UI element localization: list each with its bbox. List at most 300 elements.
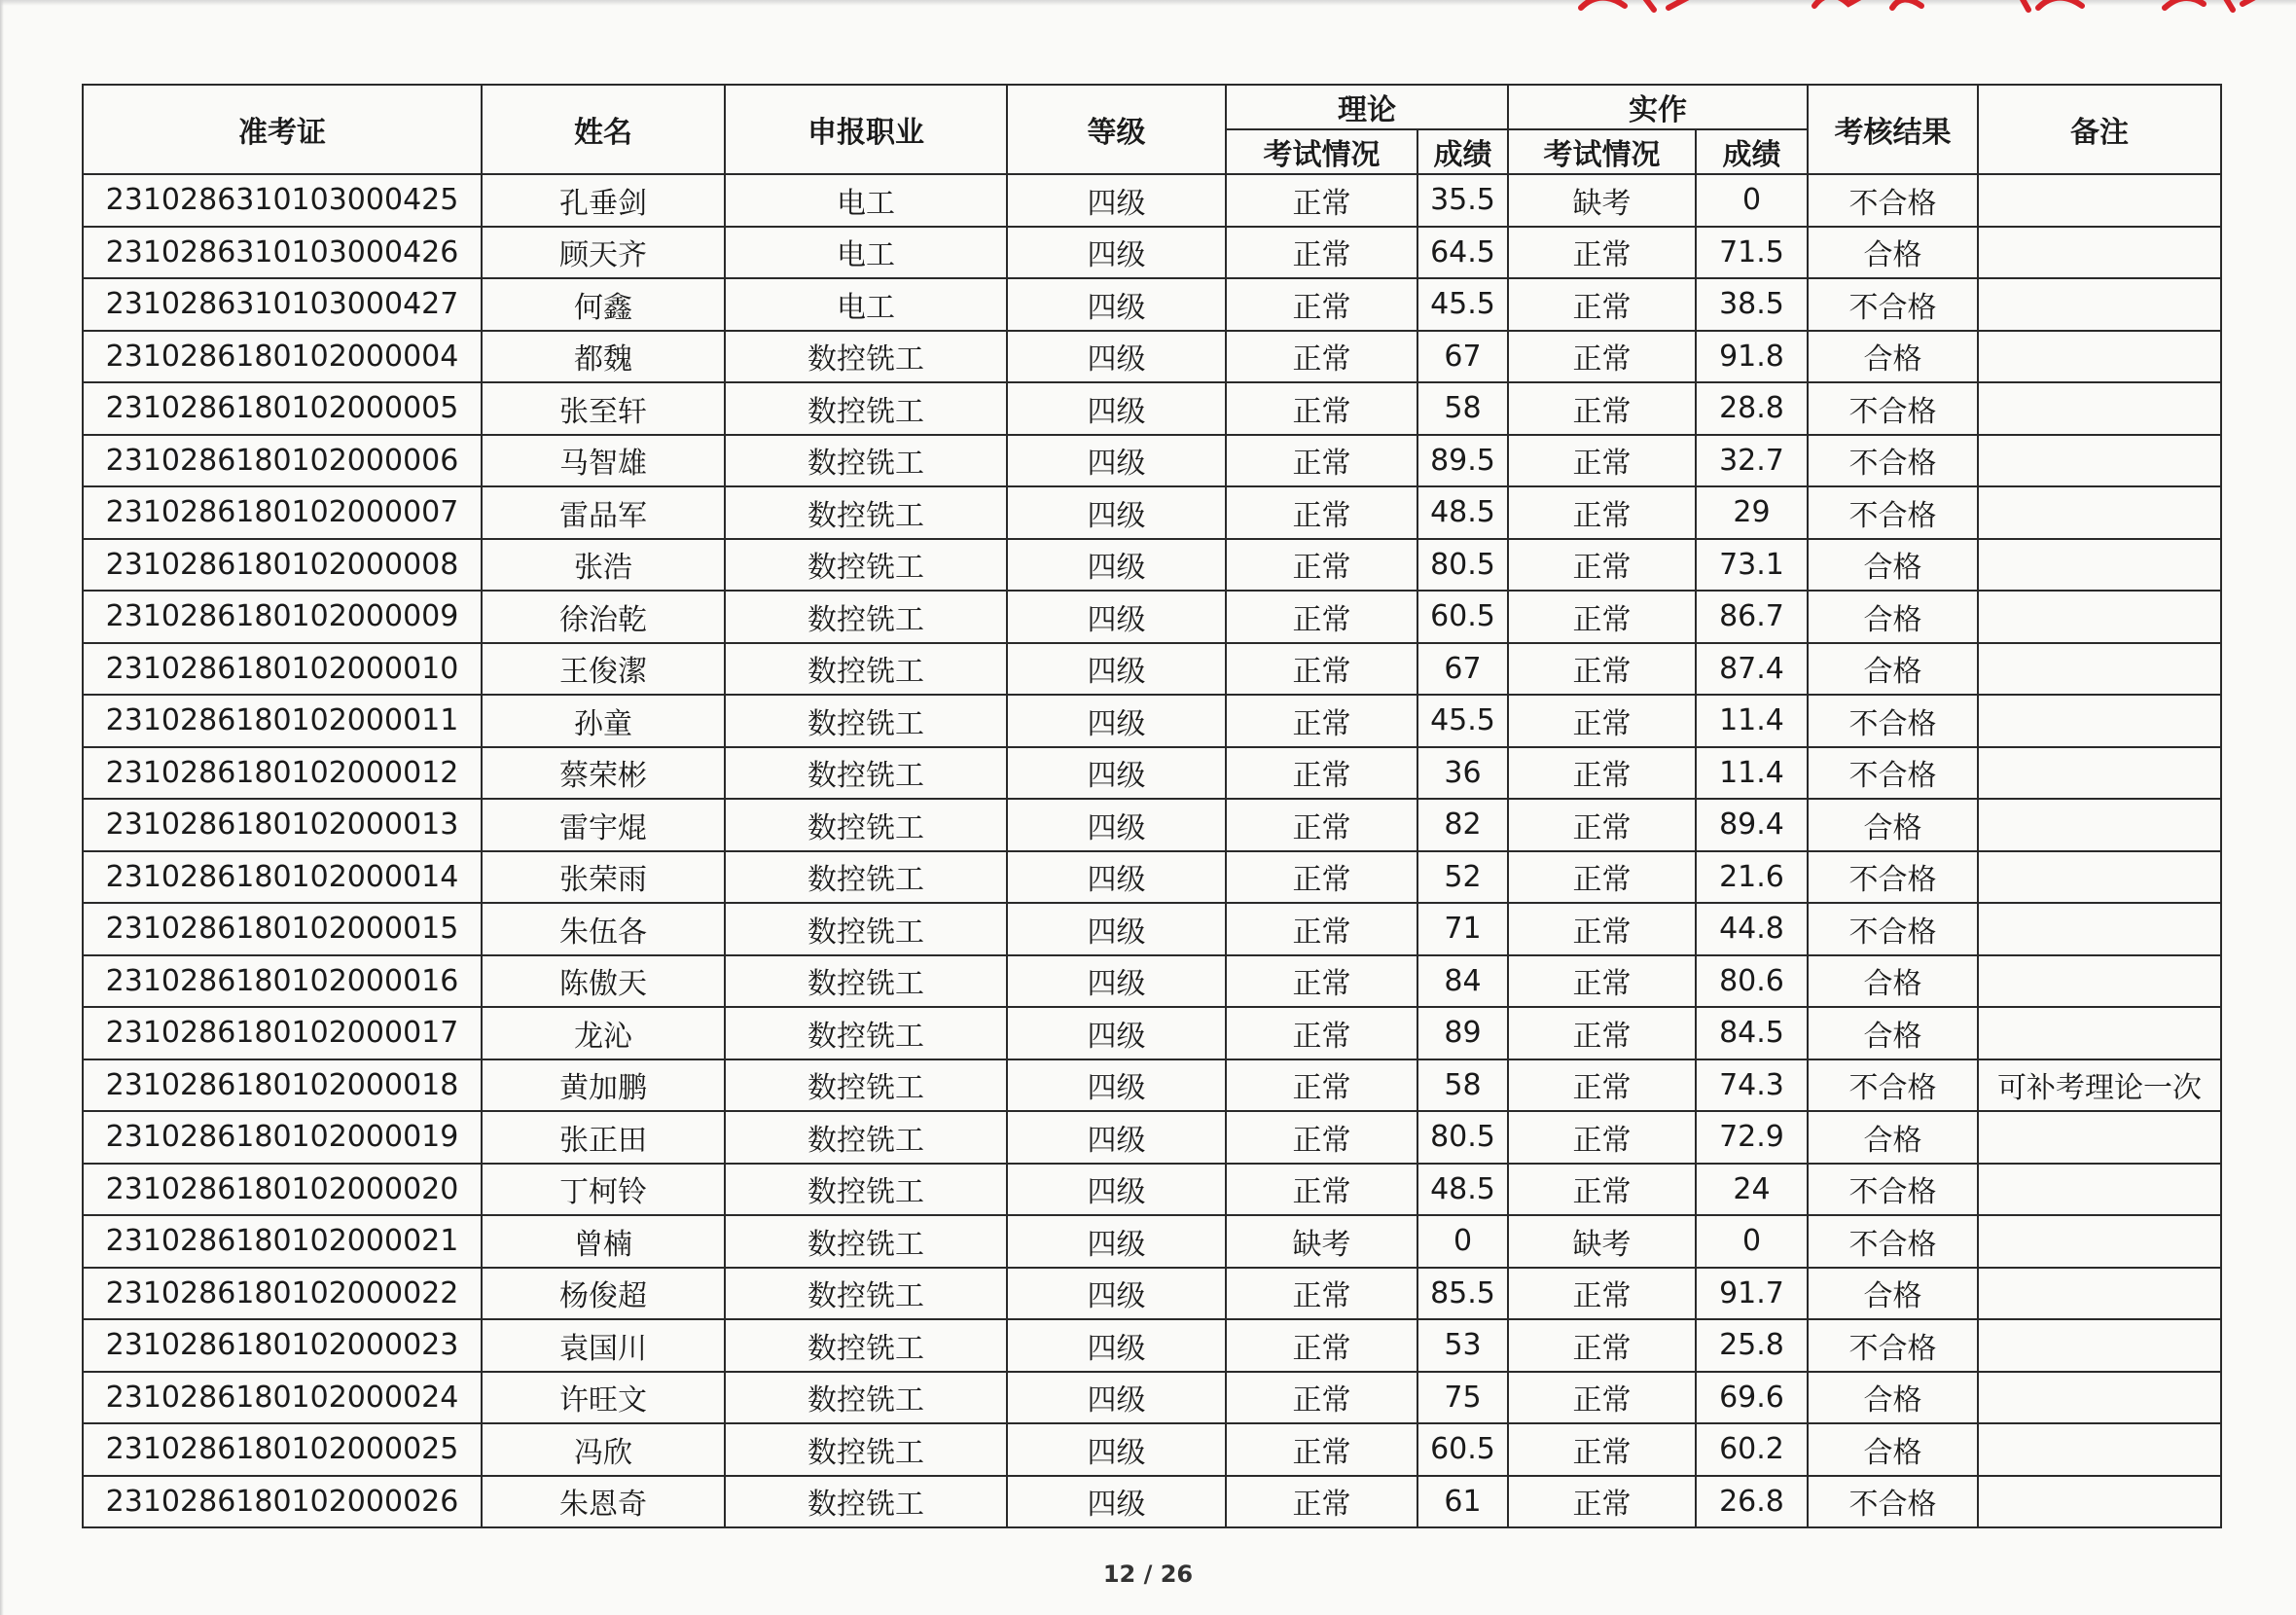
cell-occupation: 数控铣工 (725, 1164, 1007, 1216)
cell-remark (1978, 955, 2221, 1008)
cell-theory-status: 正常 (1226, 227, 1417, 279)
cell-practical-status: 正常 (1508, 227, 1696, 279)
table-row (83, 1007, 2221, 1059)
cell-level: 四级 (1007, 435, 1226, 487)
cell-name: 孔垂剑 (482, 174, 725, 227)
cell-level: 四级 (1007, 1111, 1226, 1164)
cell-occupation: 数控铣工 (725, 382, 1007, 435)
cell-practical-score: 0 (1696, 1215, 1808, 1268)
cell-remark (1978, 227, 2221, 279)
cell-practical-score: 69.6 (1696, 1372, 1808, 1424)
table-row (83, 227, 2221, 279)
cell-practical-status: 正常 (1508, 643, 1696, 696)
cell-occupation: 数控铣工 (725, 1319, 1007, 1372)
cell-theory-status: 正常 (1226, 799, 1417, 851)
table-row (83, 903, 2221, 955)
cell-result: 合格 (1808, 591, 1978, 643)
cell-practical-score: 21.6 (1696, 851, 1808, 904)
cell-occupation: 数控铣工 (725, 1423, 1007, 1476)
table-row (83, 1215, 2221, 1268)
header-level: 等级 (1007, 85, 1226, 174)
cell-practical-status: 正常 (1508, 1476, 1696, 1528)
cell-name: 曾楠 (482, 1215, 725, 1268)
cell-theory-status: 正常 (1226, 1476, 1417, 1528)
cell-theory-score: 60.5 (1417, 591, 1508, 643)
cell-theory-status: 正常 (1226, 1059, 1417, 1112)
cell-name: 顾天齐 (482, 227, 725, 279)
cell-admission-no: 2310286180102000007 (83, 486, 482, 539)
cell-practical-status: 缺考 (1508, 174, 1696, 227)
table-row (83, 747, 2221, 800)
cell-occupation: 电工 (725, 227, 1007, 279)
cell-theory-score: 67 (1417, 643, 1508, 696)
cell-practical-score: 11.4 (1696, 747, 1808, 800)
cell-name: 黄加鹏 (482, 1059, 725, 1112)
cell-level: 四级 (1007, 1476, 1226, 1528)
cell-theory-status: 正常 (1226, 1319, 1417, 1372)
cell-admission-no: 2310286180102000021 (83, 1215, 482, 1268)
cell-level: 四级 (1007, 539, 1226, 592)
cell-level: 四级 (1007, 278, 1226, 331)
cell-remark (1978, 643, 2221, 696)
cell-practical-status: 正常 (1508, 903, 1696, 955)
cell-practical-status: 正常 (1508, 278, 1696, 331)
cell-occupation: 数控铣工 (725, 747, 1007, 800)
cell-theory-status: 正常 (1226, 1007, 1417, 1059)
header-theory-status: 考试情况 (1226, 129, 1417, 174)
cell-remark (1978, 903, 2221, 955)
cell-remark (1978, 435, 2221, 487)
table-row (83, 174, 2221, 227)
cell-result: 合格 (1808, 331, 1978, 383)
header-practical-score: 成绩 (1696, 129, 1808, 174)
cell-theory-score: 80.5 (1417, 1111, 1508, 1164)
cell-remark (1978, 851, 2221, 904)
cell-admission-no: 2310286180102000020 (83, 1164, 482, 1216)
cell-result: 合格 (1808, 799, 1978, 851)
cell-practical-status: 正常 (1508, 1372, 1696, 1424)
cell-result: 合格 (1808, 643, 1978, 696)
cell-admission-no: 2310286310103000426 (83, 227, 482, 279)
cell-admission-no: 2310286180102000018 (83, 1059, 482, 1112)
table-row (83, 1059, 2221, 1112)
cell-practical-score: 84.5 (1696, 1007, 1808, 1059)
cell-practical-score: 11.4 (1696, 695, 1808, 747)
cell-occupation: 数控铣工 (725, 539, 1007, 592)
cell-admission-no: 2310286180102000016 (83, 955, 482, 1008)
cell-practical-status: 正常 (1508, 1268, 1696, 1320)
cell-admission-no: 2310286180102000006 (83, 435, 482, 487)
cell-level: 四级 (1007, 695, 1226, 747)
cell-level: 四级 (1007, 955, 1226, 1008)
cell-remark (1978, 382, 2221, 435)
cell-name: 孙童 (482, 695, 725, 747)
cell-name: 许旺文 (482, 1372, 725, 1424)
cell-name: 杨俊超 (482, 1268, 725, 1320)
cell-practical-status: 正常 (1508, 1059, 1696, 1112)
table-row (83, 486, 2221, 539)
cell-practical-score: 44.8 (1696, 903, 1808, 955)
table-row (83, 1423, 2221, 1476)
table-row (83, 382, 2221, 435)
cell-name: 丁柯铃 (482, 1164, 725, 1216)
cell-theory-score: 64.5 (1417, 227, 1508, 279)
cell-practical-status: 正常 (1508, 1164, 1696, 1216)
cell-occupation: 数控铣工 (725, 1215, 1007, 1268)
cell-remark (1978, 591, 2221, 643)
table-row (83, 643, 2221, 696)
cell-remark (1978, 539, 2221, 592)
cell-practical-score: 26.8 (1696, 1476, 1808, 1528)
cell-theory-score: 58 (1417, 382, 1508, 435)
cell-result: 不合格 (1808, 1215, 1978, 1268)
cell-remark (1978, 1164, 2221, 1216)
cell-level: 四级 (1007, 1164, 1226, 1216)
header-name: 姓名 (482, 85, 725, 174)
cell-theory-status: 正常 (1226, 382, 1417, 435)
cell-practical-status: 正常 (1508, 955, 1696, 1008)
table-row (83, 799, 2221, 851)
cell-theory-status: 正常 (1226, 435, 1417, 487)
cell-remark (1978, 486, 2221, 539)
table-header (83, 85, 2221, 174)
cell-theory-status: 正常 (1226, 278, 1417, 331)
cell-theory-status: 正常 (1226, 331, 1417, 383)
cell-practical-status: 正常 (1508, 486, 1696, 539)
cell-result: 合格 (1808, 1423, 1978, 1476)
cell-result: 不合格 (1808, 486, 1978, 539)
cell-theory-status: 正常 (1226, 1164, 1417, 1216)
cell-theory-score: 48.5 (1417, 1164, 1508, 1216)
cell-practical-status: 正常 (1508, 1111, 1696, 1164)
cell-practical-status: 正常 (1508, 591, 1696, 643)
cell-occupation: 数控铣工 (725, 903, 1007, 955)
cell-theory-score: 58 (1417, 1059, 1508, 1112)
cell-remark (1978, 1372, 2221, 1424)
cell-practical-status: 正常 (1508, 747, 1696, 800)
cell-admission-no: 2310286180102000011 (83, 695, 482, 747)
exam-results-table (82, 84, 2222, 1528)
cell-admission-no: 2310286180102000012 (83, 747, 482, 800)
cell-practical-status: 正常 (1508, 539, 1696, 592)
table-row (83, 435, 2221, 487)
cell-name: 张荣雨 (482, 851, 725, 904)
table-row (83, 591, 2221, 643)
cell-admission-no: 2310286180102000015 (83, 903, 482, 955)
table-row (83, 1111, 2221, 1164)
cell-occupation: 数控铣工 (725, 1111, 1007, 1164)
header-practical-status: 考试情况 (1508, 129, 1696, 174)
cell-name: 朱恩奇 (482, 1476, 725, 1528)
cell-practical-score: 87.4 (1696, 643, 1808, 696)
cell-name: 王俊潔 (482, 643, 725, 696)
header-theory-score: 成绩 (1417, 129, 1508, 174)
cell-result: 不合格 (1808, 435, 1978, 487)
cell-admission-no: 2310286180102000008 (83, 539, 482, 592)
cell-practical-score: 28.8 (1696, 382, 1808, 435)
cell-remark (1978, 695, 2221, 747)
cell-remark (1978, 278, 2221, 331)
table-row (83, 1319, 2221, 1372)
cell-remark (1978, 1111, 2221, 1164)
cell-name: 张正田 (482, 1111, 725, 1164)
cell-theory-score: 0 (1417, 1215, 1508, 1268)
cell-theory-status: 正常 (1226, 903, 1417, 955)
cell-admission-no: 2310286180102000023 (83, 1319, 482, 1372)
table-row (83, 331, 2221, 383)
header-remarks: 备注 (1978, 85, 2221, 174)
cell-result: 不合格 (1808, 278, 1978, 331)
cell-name: 徐治乾 (482, 591, 725, 643)
header-theory: 理论 (1226, 85, 1508, 129)
cell-name: 马智雄 (482, 435, 725, 487)
cell-practical-status: 正常 (1508, 1423, 1696, 1476)
cell-occupation: 数控铣工 (725, 435, 1007, 487)
cell-theory-score: 45.5 (1417, 278, 1508, 331)
cell-theory-status: 正常 (1226, 851, 1417, 904)
cell-result: 不合格 (1808, 174, 1978, 227)
cell-practical-status: 正常 (1508, 851, 1696, 904)
cell-theory-status: 正常 (1226, 174, 1417, 227)
cell-result: 不合格 (1808, 1319, 1978, 1372)
cell-result: 不合格 (1808, 747, 1978, 800)
header-practical: 实作 (1508, 85, 1808, 129)
cell-result: 不合格 (1808, 382, 1978, 435)
cell-result: 合格 (1808, 955, 1978, 1008)
scan-left-edge (0, 0, 4, 1615)
cell-remark (1978, 799, 2221, 851)
cell-remark (1978, 1319, 2221, 1372)
cell-practical-score: 72.9 (1696, 1111, 1808, 1164)
cell-remark (1978, 1268, 2221, 1320)
cell-theory-status: 正常 (1226, 1372, 1417, 1424)
cell-theory-score: 89.5 (1417, 435, 1508, 487)
cell-admission-no: 2310286180102000025 (83, 1423, 482, 1476)
cell-level: 四级 (1007, 799, 1226, 851)
cell-theory-status: 正常 (1226, 591, 1417, 643)
cell-result: 不合格 (1808, 1164, 1978, 1216)
cell-remark (1978, 174, 2221, 227)
cell-theory-score: 85.5 (1417, 1268, 1508, 1320)
cell-practical-score: 74.3 (1696, 1059, 1808, 1112)
cell-practical-score: 73.1 (1696, 539, 1808, 592)
cell-theory-score: 82 (1417, 799, 1508, 851)
cell-name: 朱伍各 (482, 903, 725, 955)
cell-name: 雷宇焜 (482, 799, 725, 851)
cell-theory-status: 正常 (1226, 486, 1417, 539)
cell-theory-score: 80.5 (1417, 539, 1508, 592)
cell-theory-status: 正常 (1226, 955, 1417, 1008)
cell-occupation: 数控铣工 (725, 643, 1007, 696)
cell-result: 合格 (1808, 1372, 1978, 1424)
cell-theory-status: 正常 (1226, 1268, 1417, 1320)
cell-admission-no: 2310286180102000014 (83, 851, 482, 904)
cell-level: 四级 (1007, 747, 1226, 800)
cell-practical-score: 25.8 (1696, 1319, 1808, 1372)
cell-level: 四级 (1007, 1007, 1226, 1059)
table-row (83, 1476, 2221, 1528)
cell-admission-no: 2310286180102000017 (83, 1007, 482, 1059)
cell-occupation: 数控铣工 (725, 1268, 1007, 1320)
cell-practical-score: 91.7 (1696, 1268, 1808, 1320)
table-row (83, 955, 2221, 1008)
cell-practical-score: 38.5 (1696, 278, 1808, 331)
cell-result: 不合格 (1808, 851, 1978, 904)
cell-level: 四级 (1007, 903, 1226, 955)
cell-level: 四级 (1007, 1268, 1226, 1320)
cell-name: 何鑫 (482, 278, 725, 331)
cell-practical-score: 24 (1696, 1164, 1808, 1216)
cell-practical-score: 71.5 (1696, 227, 1808, 279)
header-result: 考核结果 (1808, 85, 1978, 174)
cell-admission-no: 2310286180102000026 (83, 1476, 482, 1528)
cell-practical-status: 正常 (1508, 331, 1696, 383)
cell-result: 合格 (1808, 1007, 1978, 1059)
cell-occupation: 数控铣工 (725, 695, 1007, 747)
cell-practical-score: 86.7 (1696, 591, 1808, 643)
table-row (83, 1268, 2221, 1320)
cell-admission-no: 2310286180102000022 (83, 1268, 482, 1320)
cell-theory-score: 67 (1417, 331, 1508, 383)
cell-theory-score: 89 (1417, 1007, 1508, 1059)
cell-theory-score: 48.5 (1417, 486, 1508, 539)
table-row (83, 1372, 2221, 1424)
cell-remark (1978, 1215, 2221, 1268)
cell-theory-score: 60.5 (1417, 1423, 1508, 1476)
cell-occupation: 数控铣工 (725, 1476, 1007, 1528)
scan-top-edge (0, 0, 2296, 6)
table-row (83, 278, 2221, 331)
cell-name: 蔡荣彬 (482, 747, 725, 800)
cell-theory-score: 71 (1417, 903, 1508, 955)
cell-theory-score: 53 (1417, 1319, 1508, 1372)
cell-practical-score: 32.7 (1696, 435, 1808, 487)
cell-theory-score: 75 (1417, 1372, 1508, 1424)
cell-level: 四级 (1007, 1319, 1226, 1372)
cell-theory-status: 正常 (1226, 539, 1417, 592)
cell-remark (1978, 1476, 2221, 1528)
table-row (83, 695, 2221, 747)
cell-level: 四级 (1007, 1059, 1226, 1112)
cell-theory-status: 正常 (1226, 1423, 1417, 1476)
cell-name: 龙沁 (482, 1007, 725, 1059)
cell-occupation: 数控铣工 (725, 1007, 1007, 1059)
cell-theory-score: 84 (1417, 955, 1508, 1008)
cell-occupation: 数控铣工 (725, 486, 1007, 539)
cell-practical-score: 91.8 (1696, 331, 1808, 383)
cell-name: 袁国川 (482, 1319, 725, 1372)
cell-practical-score: 29 (1696, 486, 1808, 539)
cell-admission-no: 2310286180102000019 (83, 1111, 482, 1164)
cell-level: 四级 (1007, 643, 1226, 696)
cell-admission-no: 2310286310103000425 (83, 174, 482, 227)
cell-result: 合格 (1808, 1268, 1978, 1320)
cell-theory-status: 正常 (1226, 1111, 1417, 1164)
cell-theory-score: 52 (1417, 851, 1508, 904)
cell-theory-score: 61 (1417, 1476, 1508, 1528)
cell-result: 不合格 (1808, 1476, 1978, 1528)
cell-occupation: 数控铣工 (725, 1059, 1007, 1112)
cell-theory-score: 36 (1417, 747, 1508, 800)
cell-theory-score: 35.5 (1417, 174, 1508, 227)
cell-level: 四级 (1007, 174, 1226, 227)
cell-level: 四级 (1007, 1215, 1226, 1268)
cell-practical-score: 80.6 (1696, 955, 1808, 1008)
cell-remark (1978, 1007, 2221, 1059)
cell-theory-score: 45.5 (1417, 695, 1508, 747)
cell-level: 四级 (1007, 331, 1226, 383)
cell-level: 四级 (1007, 1423, 1226, 1476)
cell-remark: 可补考理论一次 (1978, 1059, 2221, 1112)
cell-level: 四级 (1007, 851, 1226, 904)
cell-admission-no: 2310286180102000013 (83, 799, 482, 851)
cell-level: 四级 (1007, 1372, 1226, 1424)
cell-practical-status: 正常 (1508, 695, 1696, 747)
cell-theory-status: 正常 (1226, 643, 1417, 696)
cell-result: 合格 (1808, 1111, 1978, 1164)
cell-admission-no: 2310286180102000024 (83, 1372, 482, 1424)
cell-result: 不合格 (1808, 1059, 1978, 1112)
cell-remark (1978, 331, 2221, 383)
cell-result: 合格 (1808, 227, 1978, 279)
cell-occupation: 数控铣工 (725, 331, 1007, 383)
table-row (83, 851, 2221, 904)
cell-name: 雷品军 (482, 486, 725, 539)
cell-name: 陈傲天 (482, 955, 725, 1008)
cell-admission-no: 2310286180102000010 (83, 643, 482, 696)
cell-name: 都魏 (482, 331, 725, 383)
cell-practical-score: 60.2 (1696, 1423, 1808, 1476)
cell-practical-score: 0 (1696, 174, 1808, 227)
cell-occupation: 数控铣工 (725, 799, 1007, 851)
cell-name: 张至轩 (482, 382, 725, 435)
cell-result: 合格 (1808, 539, 1978, 592)
cell-occupation: 数控铣工 (725, 1372, 1007, 1424)
cell-result: 不合格 (1808, 903, 1978, 955)
cell-theory-status: 正常 (1226, 695, 1417, 747)
cell-name: 张浩 (482, 539, 725, 592)
table-body (83, 174, 2221, 1527)
cell-admission-no: 2310286180102000009 (83, 591, 482, 643)
cell-practical-status: 正常 (1508, 799, 1696, 851)
header-occupation: 申报职业 (725, 85, 1007, 174)
cell-theory-status: 缺考 (1226, 1215, 1417, 1268)
cell-theory-status: 正常 (1226, 747, 1417, 800)
cell-practical-status: 正常 (1508, 1319, 1696, 1372)
cell-remark (1978, 1423, 2221, 1476)
cell-practical-status: 正常 (1508, 1007, 1696, 1059)
cell-level: 四级 (1007, 382, 1226, 435)
cell-practical-status: 正常 (1508, 382, 1696, 435)
cell-occupation: 电工 (725, 174, 1007, 227)
cell-occupation: 数控铣工 (725, 591, 1007, 643)
table-row (83, 539, 2221, 592)
cell-remark (1978, 747, 2221, 800)
cell-occupation: 数控铣工 (725, 851, 1007, 904)
page-number: 12 / 26 (1102, 1561, 1194, 1588)
cell-name: 冯欣 (482, 1423, 725, 1476)
cell-practical-status: 缺考 (1508, 1215, 1696, 1268)
cell-occupation: 电工 (725, 278, 1007, 331)
cell-admission-no: 2310286180102000005 (83, 382, 482, 435)
header-admission-no: 准考证 (83, 85, 482, 174)
cell-admission-no: 2310286180102000004 (83, 331, 482, 383)
cell-level: 四级 (1007, 227, 1226, 279)
table-row (83, 1164, 2221, 1216)
cell-result: 不合格 (1808, 695, 1978, 747)
cell-admission-no: 2310286310103000427 (83, 278, 482, 331)
cell-level: 四级 (1007, 591, 1226, 643)
